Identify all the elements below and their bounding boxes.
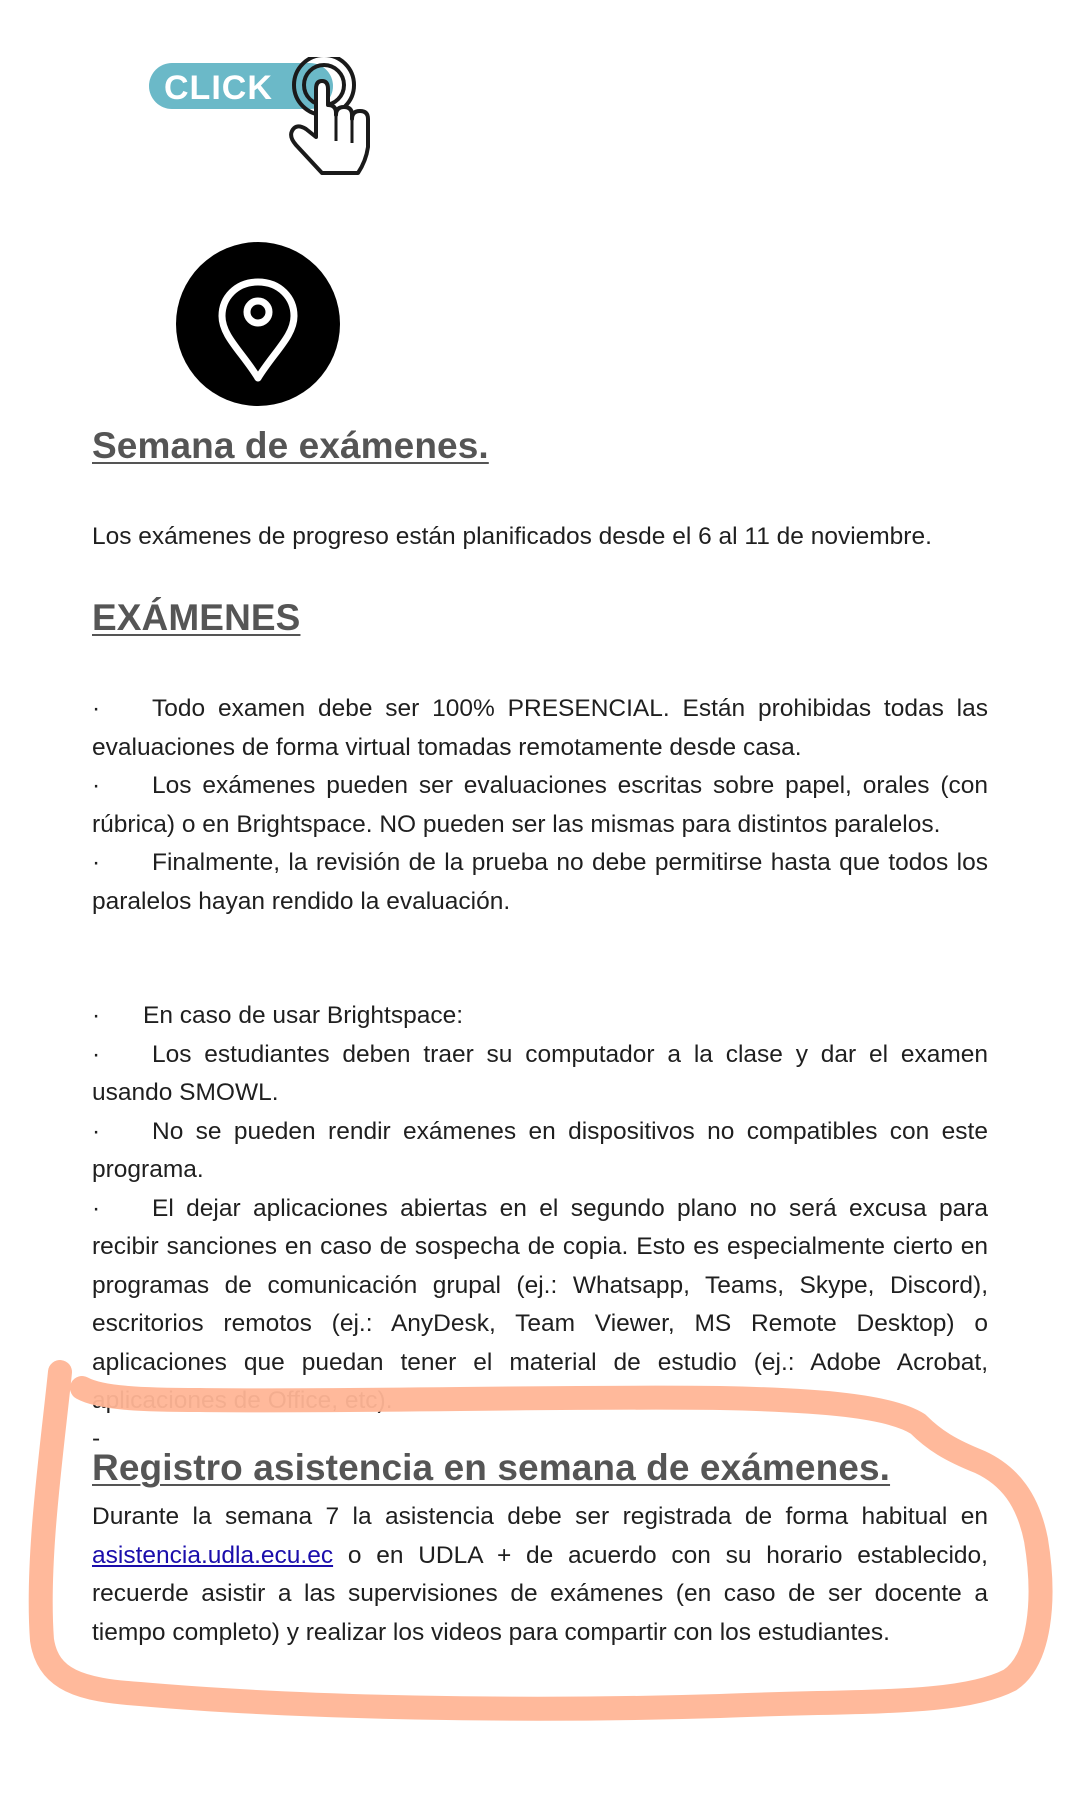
bullet-marker: · <box>92 1117 101 1145</box>
list-item-text: No se pueden rendir exámenes en dispositivos no compatibles con este programa. <box>92 1117 988 1183</box>
heading-registro-asistencia: Registro asistencia en semana de exámenes. <box>92 1447 891 1488</box>
progress-exam-dates: Los exámenes de progreso están planificados desde el 6 al 11 de noviembre. <box>92 523 932 550</box>
brightspace-rules-list <box>92 997 988 1451</box>
attendance-text-end: o en UDLA + de acuerdo con su horario establecido, recuerde asistir a las supervisiones de exámenes (en caso de ser docente a tiempo completo) y realizar los videos para compartir con los estudiantes. <box>92 1541 988 1646</box>
click-hand-icon <box>146 57 376 181</box>
list-item <box>92 844 988 921</box>
bullet-marker: · <box>92 695 101 722</box>
list-item <box>92 1036 988 1113</box>
bullet-marker: · <box>92 772 101 799</box>
list-item <box>92 690 988 767</box>
list-item-text: Los estudiantes deben traer su computador a la clase y dar el examen usando SMOWL. <box>92 1040 988 1106</box>
dash-separator: - <box>92 1424 101 1452</box>
click-label: CLICK <box>164 69 273 107</box>
list-item-text: Los exámenes pueden ser evaluaciones escritas sobre papel, orales (con rúbrica) o en Brightspace. NO pueden ser las mismas para distintos paralelos. <box>92 772 988 838</box>
examenes-rules-list <box>92 690 988 921</box>
list-item-text: Finalmente, la revisión de la prueba no debe permitirse hasta que todos los paralelos hayan rendido la evaluación. <box>92 849 988 915</box>
attendance-paragraph <box>92 1498 988 1652</box>
bullet-marker: · <box>92 1194 101 1222</box>
list-item <box>92 767 988 844</box>
heading-examenes: EXÁMENES <box>92 597 301 638</box>
list-item-text: El dejar aplicaciones abiertas en el segundo plano no será excusa para recibir sanciones en caso de sospecha de copia. Esto es especialmente cierto en programas de comunicación grupal (ej.: Whatsapp, Teams, Skype, Discord), escritorios remotos (ej.: AnyDesk, Team Viewer, MS Remote Desktop) o aplicaciones que puedan tener el material de estudio (ej.: Adobe Acrobat, aplicaciones de Office, etc). <box>92 1194 988 1414</box>
list-item <box>92 1113 988 1190</box>
heading-semana-examenes: Semana de exámenes. <box>92 425 489 466</box>
map-pin-icon <box>176 242 340 406</box>
section-semana-text <box>92 518 988 557</box>
attendance-text-start: Durante la semana 7 la asistencia debe ser registrada de forma habitual en <box>92 1503 988 1530</box>
bullet-marker: · <box>92 1002 101 1029</box>
section-registro <box>92 1447 988 1489</box>
section-registro-text <box>92 1498 988 1652</box>
bullet-marker: · <box>92 1040 101 1068</box>
section-examenes <box>92 597 988 639</box>
list-item <box>92 1190 988 1421</box>
list-item-text: En caso de usar Brightspace: <box>143 1002 464 1029</box>
list-item <box>92 997 988 1036</box>
section-semana <box>92 425 988 467</box>
bullet-marker: · <box>92 849 101 876</box>
list-item-text: Todo examen debe ser 100% PRESENCIAL. Están prohibidas todas las evaluaciones de forma virtual tomadas remotamente desde casa. <box>92 695 988 761</box>
asistencia-link[interactable]: asistencia.udla.ecu.ec <box>92 1541 334 1569</box>
